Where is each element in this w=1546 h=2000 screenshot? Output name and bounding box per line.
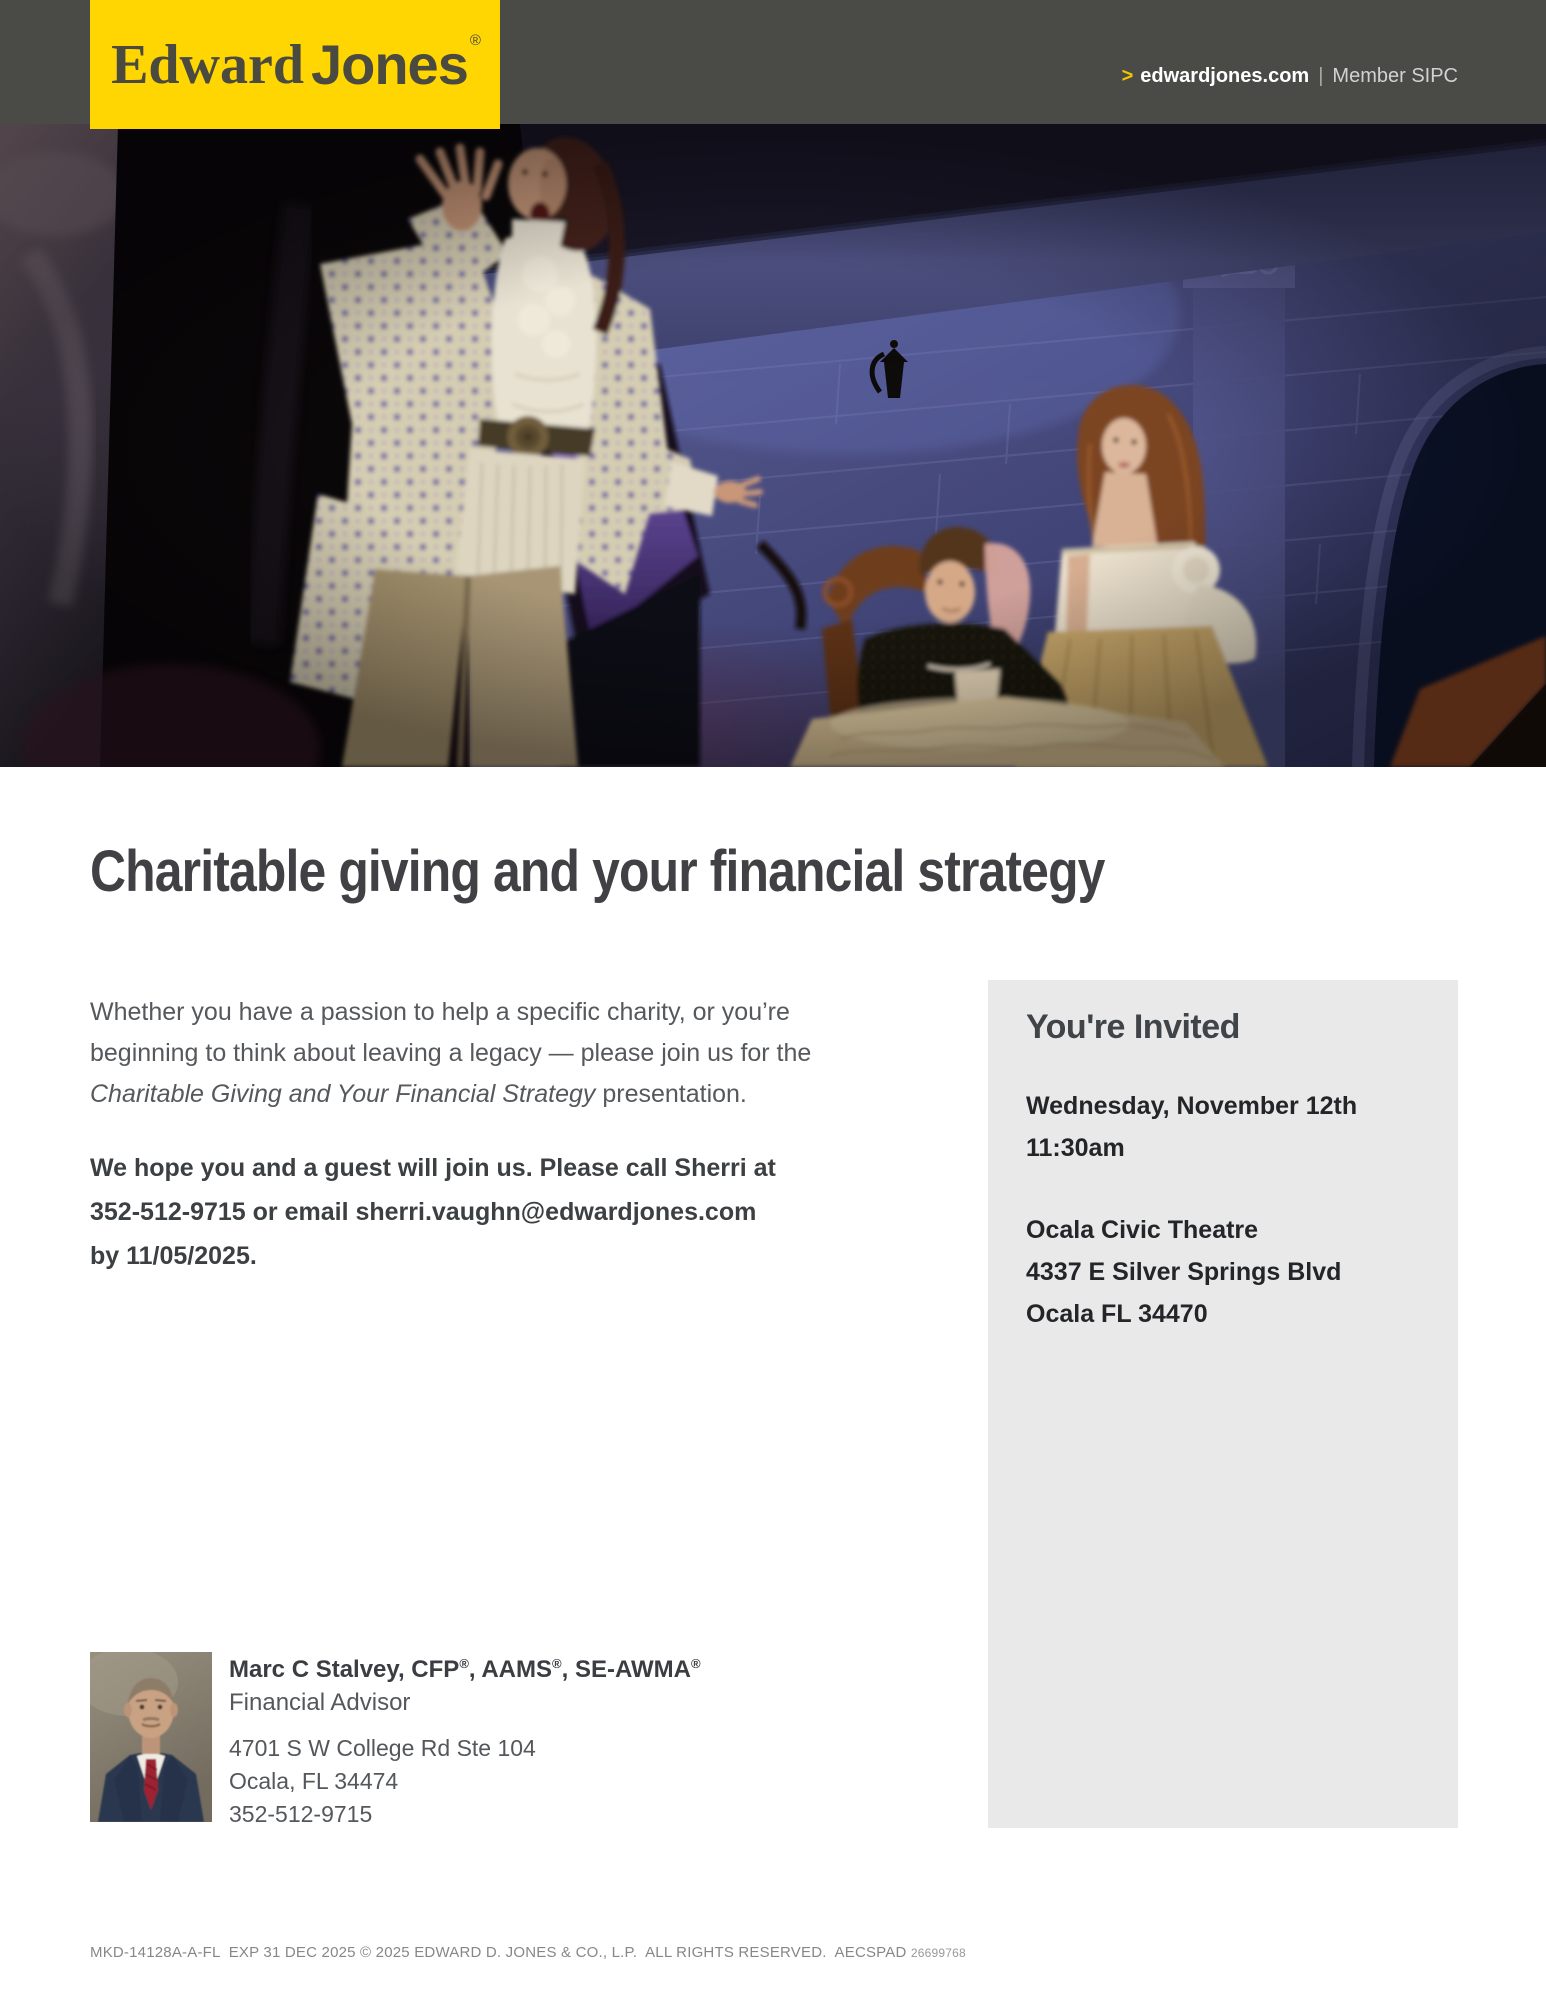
- presentation-title-italic: Charitable Giving and Your Financial Strategy: [90, 1080, 596, 1108]
- invite-datetime: [1026, 1085, 1420, 1169]
- invite-heading: You're Invited: [1026, 1008, 1240, 1046]
- invite-time: 11:30am: [1026, 1134, 1125, 1162]
- venue-city: Ocala FL 34470: [1026, 1300, 1208, 1328]
- intro-line-3: [90, 1074, 811, 1115]
- advisor-phone: 352-512-9715: [229, 1801, 373, 1827]
- advisor-city: Ocala, FL 34474: [229, 1768, 399, 1794]
- website-link[interactable]: edwardjones.com: [1140, 65, 1310, 87]
- intro-line-2: beginning to think about leaving a legacy — please join us for the: [90, 1039, 812, 1067]
- registered-mark-icon: ®: [690, 1656, 701, 1671]
- rsvp-phone: 352-512-9715 or email: [90, 1198, 356, 1226]
- advisor-headshot-illustration: [90, 1652, 212, 1822]
- venue-name: Ocala Civic Theatre: [1026, 1216, 1259, 1244]
- rsvp-line-3: by 11/05/2025.: [90, 1242, 257, 1270]
- stage-photo-illustration: [0, 124, 1546, 767]
- chevron-right-icon: >: [1121, 65, 1134, 87]
- advisor-name: [229, 1653, 701, 1686]
- header-divider: |: [1318, 65, 1324, 87]
- stage-photo: [0, 124, 1546, 767]
- rsvp-email-link[interactable]: sherri.vaughn@edwardjones.com: [355, 1198, 757, 1226]
- invite-panel: [988, 980, 1458, 1828]
- advisor-name-part: , SE-AWMA: [561, 1656, 691, 1683]
- tracking-number: 26699768: [910, 1946, 966, 1960]
- invite-date: Wednesday, November 12th: [1026, 1092, 1358, 1120]
- intro-paragraph: [90, 992, 811, 1115]
- registered-mark-icon: ®: [552, 1656, 562, 1671]
- advisor-name-part: , AAMS: [468, 1656, 553, 1683]
- logo-word-jones: Jones: [311, 33, 468, 96]
- registered-mark-icon: ®: [469, 32, 481, 49]
- legal-text: MKD-14128A-A-FL EXP 31 DEC 2025 © 2025 EDWARD D. JONES & CO., L.P. ALL RIGHTS RESERVED. AECSPAD: [90, 1944, 911, 1961]
- member-sipc-label: Member SIPC: [1332, 65, 1458, 87]
- intro-line-1: Whether you have a passion to help a specific charity, or you’re: [90, 998, 790, 1026]
- advisor-headshot: [90, 1652, 212, 1822]
- rsvp-line-2: [90, 1190, 776, 1234]
- advisor-address: [229, 1732, 701, 1831]
- legal-footer: [90, 1944, 966, 1961]
- invite-venue: [1026, 1209, 1420, 1335]
- intro-line-3-end: presentation.: [595, 1080, 747, 1108]
- edward-jones-logo: [90, 0, 500, 129]
- page-title: Charitable giving and your financial strategy: [90, 839, 1105, 904]
- advisor-name-part: Marc C Stalvey, CFP: [229, 1656, 460, 1683]
- rsvp-line-1: We hope you and a guest will join us. Please call Sherri at: [90, 1154, 776, 1182]
- registered-mark-icon: ®: [459, 1656, 469, 1671]
- advisor-role: Financial Advisor: [229, 1689, 411, 1716]
- advisor-street: 4701 S W College Rd Ste 104: [229, 1735, 536, 1761]
- advisor-block: [90, 1652, 701, 1831]
- rsvp-paragraph: [90, 1146, 776, 1278]
- logo-word-edward: Edward: [111, 33, 304, 96]
- header-site-line: [1088, 42, 1458, 111]
- venue-street: 4337 E Silver Springs Blvd: [1026, 1258, 1342, 1286]
- advisor-text: [229, 1652, 701, 1831]
